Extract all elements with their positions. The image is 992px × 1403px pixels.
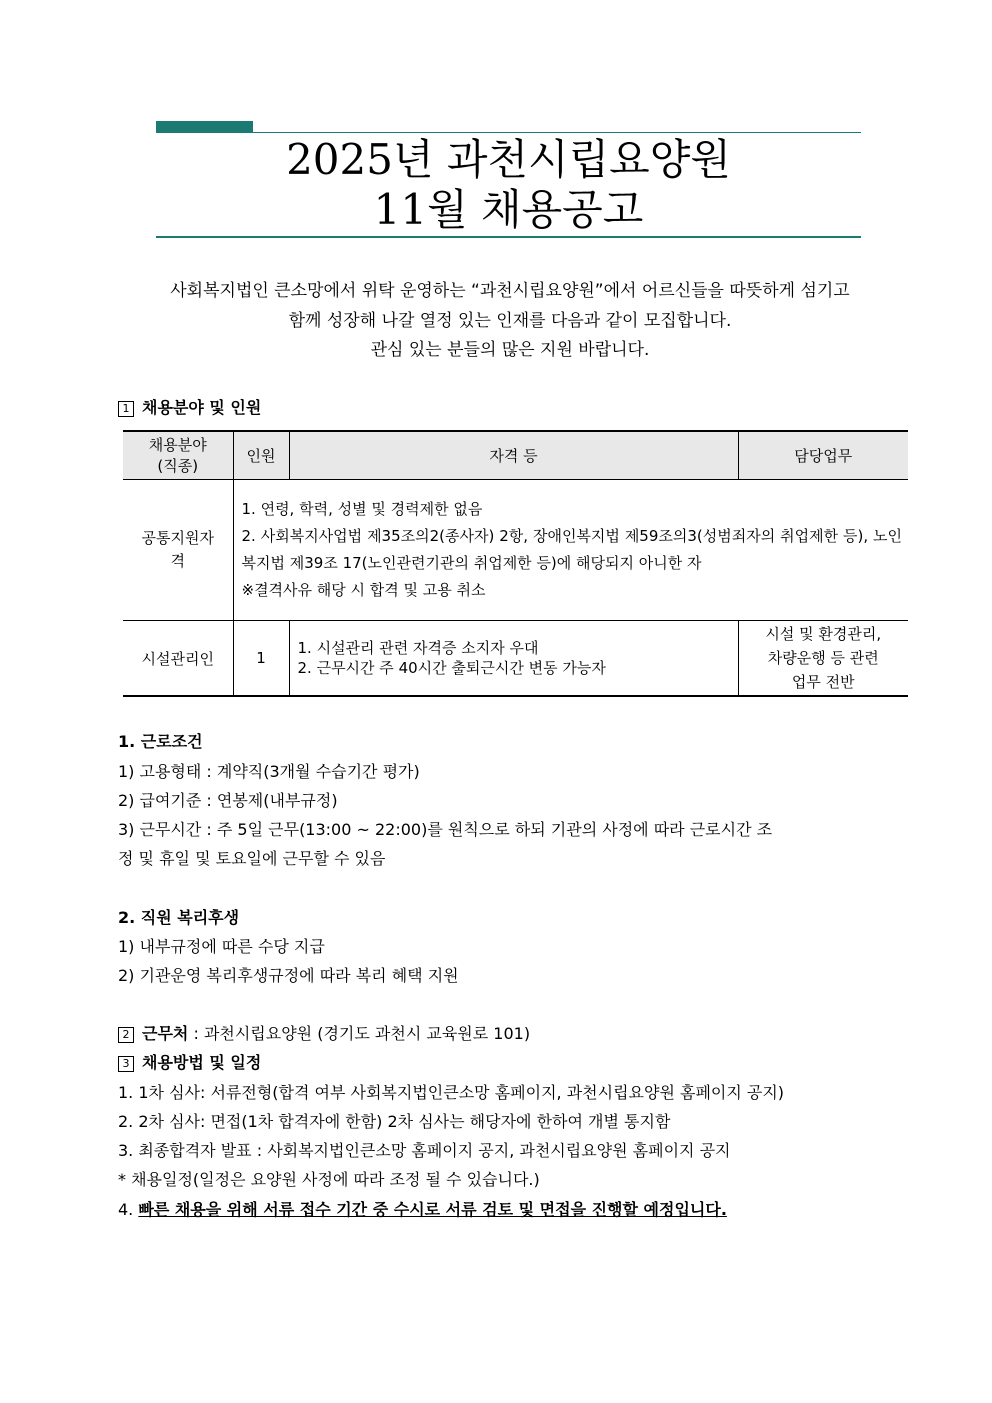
table-row-facility-manager xyxy=(123,621,908,697)
section-number-box: 1 xyxy=(118,401,134,417)
common-label-line2: 격 xyxy=(170,552,185,570)
row-duty-3: 업무 전반 xyxy=(791,673,855,691)
row-duty xyxy=(738,621,908,697)
section-number-box: 3 xyxy=(118,1056,134,1072)
section-1-heading xyxy=(118,398,261,418)
row-qualifications xyxy=(289,621,738,697)
header-count: 인원 xyxy=(233,431,289,480)
row-qual-2: 2. 근무시간 주 40시간 출퇴근시간 변동 가능자 xyxy=(297,659,606,677)
welfare-heading: 2. 직원 복리후생 xyxy=(118,908,240,927)
common-qualifications-text: 1. 연령, 학력, 성별 및 경력제한 없음 2. 사회복지사업법 제35조의2(종사자) 2항, 장애인복지법 제59조의3(성범죄자의 취업제한 등), 노인복지법 제39조 17(노인관련기관의 취업제한 등)에 해당되지 아니한 자 ※결격사유 해당 시 합격 및 고용 취소 xyxy=(241,500,902,599)
recruitment-table xyxy=(123,430,908,697)
header-qualification: 자격 등 xyxy=(289,431,738,480)
title-line-1: 2025년 과천시립요양원 xyxy=(286,135,731,184)
welfare-item-2: 2) 기관운영 복리후생규정에 따라 복리 혜택 지원 xyxy=(118,966,459,985)
table-header-row xyxy=(123,431,908,480)
title-bottom-rule xyxy=(156,236,861,238)
method-item-4-num: 4. xyxy=(118,1200,139,1219)
row-duty-2: 차량운행 등 관련 xyxy=(767,649,879,667)
common-label-line1: 공통지원자 xyxy=(141,529,214,547)
method-item-2: 2. 2차 심사: 면접(1차 합격자에 한함) 2차 심사는 해당자에 한하여 개별 통지함 xyxy=(118,1112,671,1131)
row-field: 시설관리인 xyxy=(123,621,233,697)
row-duty-1: 시설 및 환경관리, xyxy=(765,625,882,643)
welfare-item-1: 1) 내부규정에 따른 수당 지급 xyxy=(118,937,325,956)
section-3-heading xyxy=(118,1053,261,1073)
row-qual-1: 1. 시설관리 관련 자격증 소지자 우대 xyxy=(297,639,539,657)
section-3-title: 채용방법 및 일정 xyxy=(142,1053,262,1072)
header-field-line1: 채용분야 xyxy=(148,435,207,454)
common-label xyxy=(123,480,233,621)
intro-line-1: 사회복지법인 큰소망에서 위탁 운영하는 “과천시립요양원”에서 어르신들을 따뜻하게 섬기고 xyxy=(170,281,850,301)
work-item-3: 3) 근무시간 : 주 5일 근무(13:00 ~ 22:00)를 원칙으로 하되 기관의 사정에 따라 근로시간 조 xyxy=(118,820,773,839)
row-count: 1 xyxy=(233,621,289,697)
method-item-4-text: 빠른 채용을 위해 서류 접수 기간 중 수시로 서류 검토 및 면접을 진행할 예정입니다. xyxy=(138,1200,727,1219)
work-item-2: 2) 급여기준 : 연봉제(내부규정) xyxy=(118,791,338,810)
section-number-box: 2 xyxy=(118,1027,134,1043)
title-top-rule xyxy=(156,132,861,133)
header-field xyxy=(123,431,233,480)
work-item-3-cont: 정 및 휴일 및 토요일에 근무할 수 있음 xyxy=(118,849,386,868)
workplace-label: 근무처 xyxy=(142,1024,189,1043)
work-item-1: 1) 고용형태 : 계약직(3개월 수습기간 평가) xyxy=(118,762,420,781)
section-1-title: 채용분야 및 인원 xyxy=(142,398,262,417)
header-duty: 담당업무 xyxy=(738,431,908,480)
section-2-workplace xyxy=(118,1024,530,1044)
method-item-4 xyxy=(118,1200,727,1220)
method-item-1: 1. 1차 심사: 서류전형(합격 여부 사회복지법인큰소망 홈페이지, 과천시립요양원 홈페이지 공지) xyxy=(118,1083,785,1102)
method-item-3: 3. 최종합격자 발표 : 사회복지법인큰소망 홈페이지 공지, 과천시립요양원 홈페이지 공지 xyxy=(118,1141,731,1160)
intro-line-3: 관심 있는 분들의 많은 지원 바랍니다. xyxy=(370,340,650,360)
workplace-value: : 과천시립요양원 (경기도 과천시 교육원로 101) xyxy=(188,1024,531,1043)
intro-line-2: 함께 성장해 나갈 열정 있는 인재를 다음과 같이 모집합니다. xyxy=(288,311,732,331)
table-row-common xyxy=(123,480,908,621)
header-field-line2: (직종) xyxy=(157,456,199,475)
work-conditions-heading: 1. 근로조건 xyxy=(118,732,203,751)
title-line-2: 11월 채용공고 xyxy=(373,185,644,234)
schedule-note: * 채용일정(일정은 요양원 사정에 따라 조정 될 수 있습니다.) xyxy=(118,1170,540,1189)
common-qualifications xyxy=(233,480,908,621)
